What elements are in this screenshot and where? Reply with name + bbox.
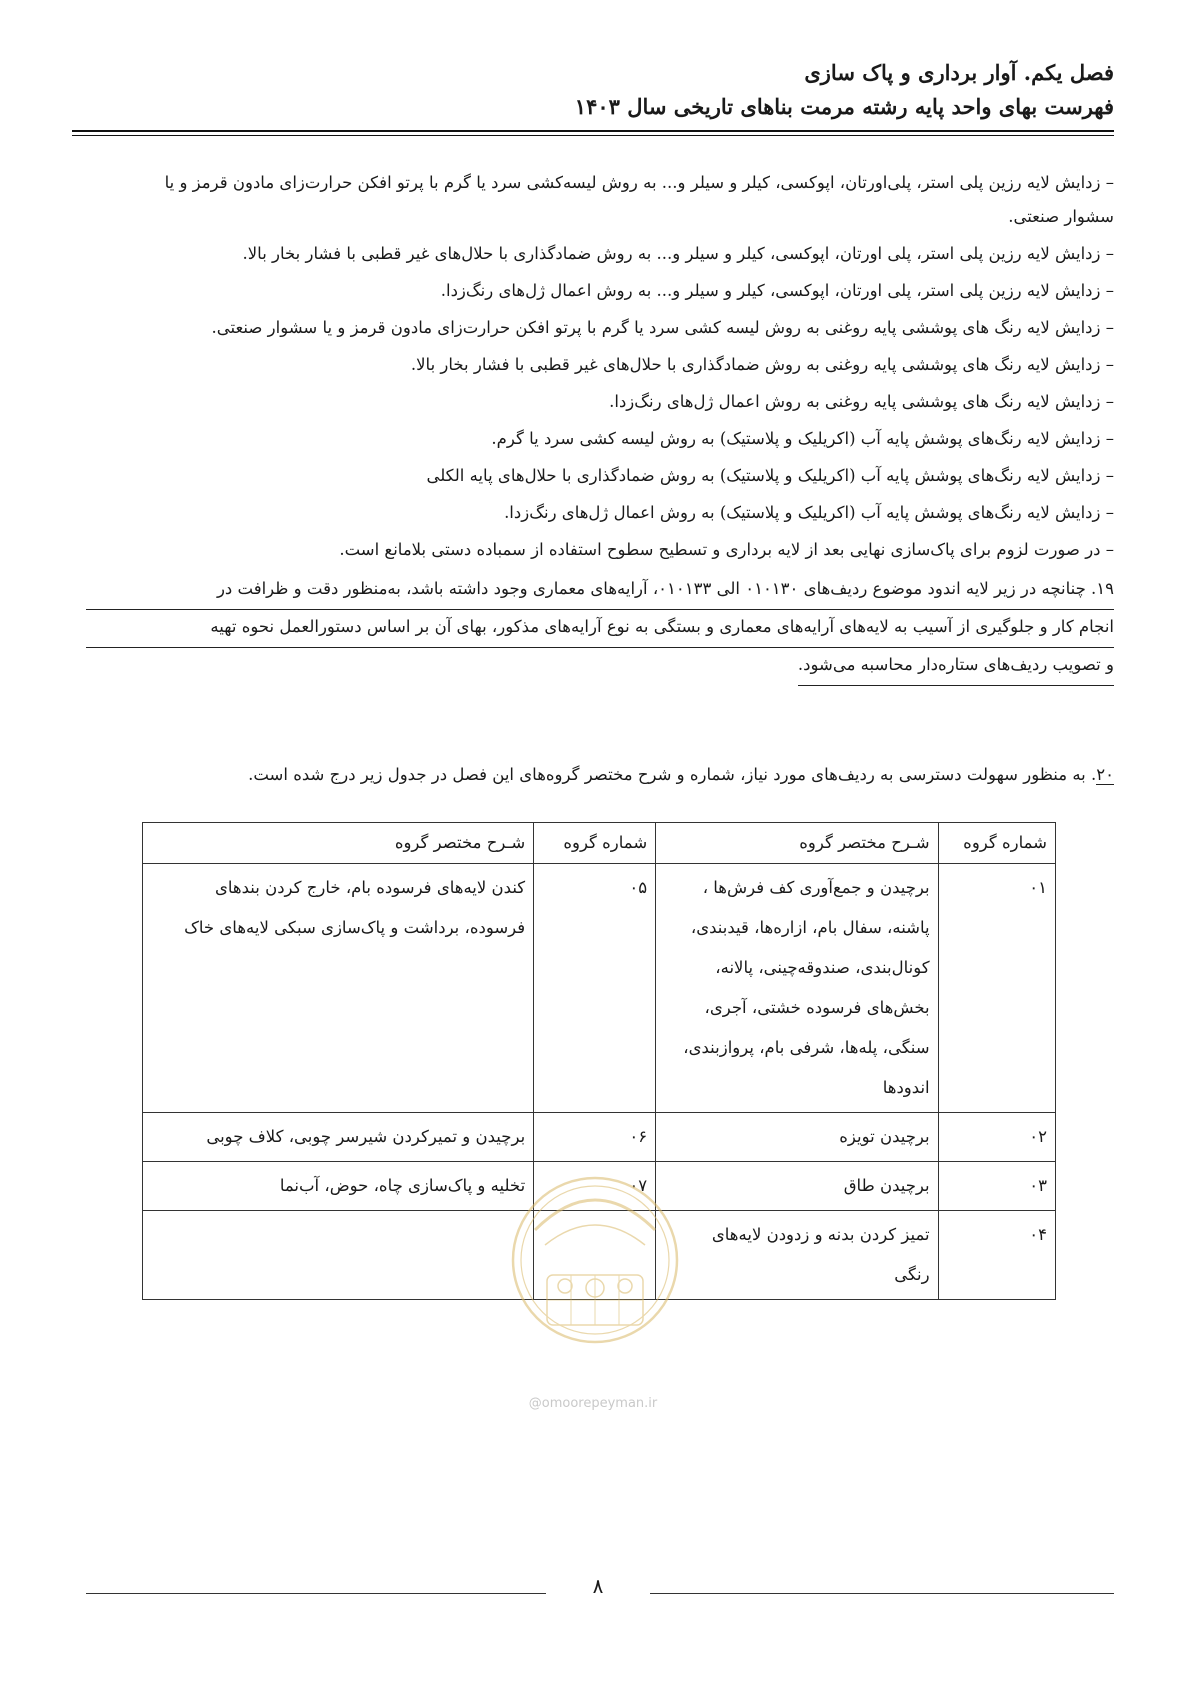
group-number: ۰۲ <box>938 1113 1055 1162</box>
group-description: برچیدن و تمیرکردن شیرسر چوبی، کلاف چوبی <box>143 1113 534 1162</box>
document-title: فهرست بهای واحد پایه رشته مرمت بناهای تاریخی سال ۱۴۰۳ <box>574 94 1114 119</box>
bullet-line: – زدایش لایه رنگ‌های پوشش پایه آب (اکریلیک و پلاستیک) به روش لیسه کشی سرد یا گرم. <box>491 429 1114 448</box>
note-20-number: ۲۰ <box>1096 765 1114 784</box>
bullet-line: – در صورت لزوم برای پاک‌سازی نهایی بعد از لایه برداری و تسطیح سطوح استفاده از سمباده دستی بلامانع است. <box>339 540 1114 559</box>
table-header-cell: شماره گروه <box>534 823 656 864</box>
body-text <box>86 166 1114 685</box>
chapter-title: فصل یکم. آوار برداری و پاک سازی <box>804 60 1114 85</box>
group-number: ۰۶ <box>534 1113 656 1162</box>
group-description: تخلیه و پاک‌سازی چاه، حوض، آب‌نما <box>143 1162 534 1211</box>
table-header-row <box>143 823 1056 864</box>
bullet-line: سشوار صنعتی. <box>1008 207 1114 226</box>
page-number: ۸ <box>592 1574 604 1598</box>
table-row <box>143 864 1056 1113</box>
note-19-line: و تصویب ردیف‌های ستاره‌دار محاسبه می‌شود. <box>798 648 1114 686</box>
note-20 <box>86 758 1114 792</box>
group-description <box>656 864 938 1113</box>
group-number: ۰۴ <box>938 1211 1055 1300</box>
bullet-line: – زدایش لایه رزین پلی استر، پلی اورتان، اپوکسی، کیلر و سیلر و... به روش اعمال ژل‌های رنگ‌زدا. <box>440 281 1114 300</box>
footer-rule <box>86 1593 546 1594</box>
group-description: برچیدن تویزه <box>656 1113 938 1162</box>
group-number: ۰۵ <box>534 864 656 1113</box>
table-header-cell: شماره گروه <box>938 823 1055 864</box>
watermark-url: @omoorepeyman.ir <box>528 1396 658 1411</box>
description-line: فرسوده، برداشت و پاک‌سازی سبکی لایه‌های خاک <box>184 918 526 937</box>
group-number: ۰۱ <box>938 864 1055 1113</box>
description-line: تمیز کردن بدنه و زدودن لایه‌های <box>711 1225 930 1244</box>
bullet-line: – زدایش لایه رنگ‌های پوشش پایه آب (اکریلیک و پلاستیک) به روش ضمادگذاری با حلال‌های پایه الکلی <box>426 466 1114 485</box>
header-rule-thin <box>72 135 1114 136</box>
page-header <box>72 56 1114 124</box>
group-description <box>656 1211 938 1300</box>
description-line: سنگی، پله‌ها، شرفی بام، پروازبندی، <box>683 1038 930 1057</box>
description-line: رنگی <box>894 1265 930 1284</box>
description-line: کندن لایه‌های فرسوده بام، خارج کردن بندهای <box>214 878 526 897</box>
table-header-cell: شـرح مختصر گروه <box>656 823 938 864</box>
table-header-cell: شـرح مختصر گروه <box>143 823 534 864</box>
bullet-line: – زدایش لایه رنگ های پوششی پایه روغنی به روش اعمال ژل‌های رنگ‌زدا. <box>609 392 1114 411</box>
footer-rule <box>650 1593 1114 1594</box>
note-19-line: انجام کار و جلوگیری از آسیب به لایه‌های آرایه‌های معماری و بستگی به نوع آرایه‌های مذکور، بهای آن بر اساس دستورالعمل نحوه تهیه <box>86 610 1114 648</box>
description-line: بخش‌های فرسوده خشتی، آجری، <box>704 998 930 1017</box>
bullet-line: – زدایش لایه رزین پلی استر، پلی اورتان، اپوکسی، کیلر و سیلر و... به روش ضمادگذاری با حلال‌های غیر قطبی با فشار بخار بالا. <box>242 244 1114 263</box>
description-line: اندودها <box>882 1078 930 1097</box>
bullet-line: – زدایش لایه رنگ های پوششی پایه روغنی به روش ضمادگذاری با حلال‌های غیر قطبی با فشار بخار بالا. <box>410 355 1114 374</box>
note-20-text: . به منظور سهولت دسترسی به ردیف‌های مورد نیاز، شماره و شرح مختصر گروه‌های این فصل در جدول زیر درج شده است. <box>248 765 1097 784</box>
bullet-line: – زدایش لایه رنگ‌های پوشش پایه آب (اکریلیک و پلاستیک) به روش اعمال ژل‌های رنگ‌زدا. <box>504 503 1114 522</box>
group-number: ۰۷ <box>534 1162 656 1211</box>
description-line: کونال‌بندی، صندوقه‌چینی، پالانه، <box>715 958 930 977</box>
group-description: برچیدن طاق <box>656 1162 938 1211</box>
note-19-line: ۱۹. چنانچه در زیر لایه اندود موضوع ردیف‌های ۰۱۰۱۳۰ الی ۰۱۰۱۳۳، آرایه‌های معماری وجود داشته باشد، به‌منظور دقت و ظرافت در <box>86 572 1114 610</box>
header-rule-thick <box>72 130 1114 132</box>
group-description <box>143 864 534 1113</box>
description-line: برچیدن و جمع‌آوری کف فرش‌ها ، <box>702 878 930 897</box>
bullet-line: – زدایش لایه رزین پلی استر، پلی‌اورتان، اپوکسی، کیلر و سیلر و... به روش لیسه‌کشی سرد یا گرم با پرتو افکن حرارت‌زای مادون قرمز و یا <box>164 173 1114 192</box>
note-19 <box>86 572 1114 685</box>
description-line: پاشنه، سفال بام، ازاره‌ها، قیدبندی، <box>690 918 930 937</box>
bullet-line: – زدایش لایه رنگ های پوششی پایه روغنی به روش لیسه کشی سرد یا گرم با پرتو افکن حرارت‌زای مادون قرمز و یا سشوار صنعتی. <box>211 318 1114 337</box>
group-number: ۰۳ <box>938 1162 1055 1211</box>
group-description <box>143 1211 534 1300</box>
watermark-logo <box>505 1110 685 1390</box>
